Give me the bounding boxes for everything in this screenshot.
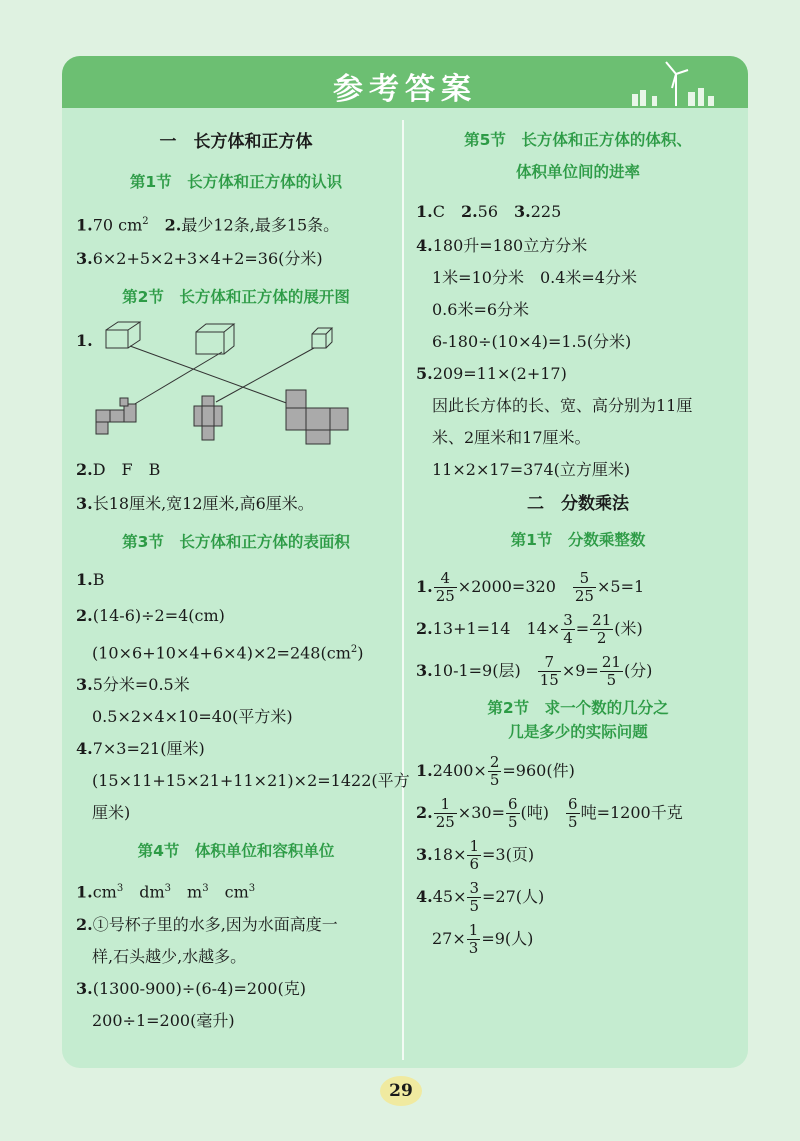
answer-line: 样,石头越少,水越多。 (92, 946, 247, 966)
chapter-title: 二 分数乘法 (527, 494, 629, 514)
page-title: 参考答案 (333, 72, 477, 107)
answer-line: 4.7×3=21(厘米) (76, 739, 205, 759)
answer-line: 11×2×17=374(立方厘米) (432, 460, 631, 479)
answer-line: 3.(1300-900)÷(6-4)=200(克) (76, 978, 306, 998)
answer-line: 1. (76, 331, 93, 351)
answer-line: $1.cm^3$ $dm^3$ $m^3$ $cm^3$ (76, 882, 256, 902)
section-title: 第2节 长方体和正方体的展开图 (122, 288, 350, 307)
answer-line: 1.C 2.56 3.225 (416, 202, 562, 221)
section-title: 第3节 长方体和正方体的表面积 (122, 533, 350, 551)
answer-line: 3.5分米=0.5米 (76, 675, 190, 695)
section-title: 第4节 体积单位和容积单位 (137, 842, 335, 861)
section-title: 几是多少的实际问题 (508, 723, 648, 741)
answer-line: (15×11+15×21+11×21)×2=1422(平方 (92, 771, 410, 791)
title-banner (62, 56, 748, 108)
answer-line: 1米=10分米 0.4米=4分米 (432, 268, 637, 287)
column-divider (402, 120, 404, 1060)
answer-line: 米、2厘米和17厘米。 (432, 428, 591, 447)
answer-line: 1.70 $cm^2$ 2.最少12条,最多15条。 (76, 215, 340, 235)
answer-line: 4.45× $\frac{3}{5}$ =27(人) (416, 879, 545, 915)
right-column (416, 122, 740, 957)
answer-line: 1.2400× $\frac{2}{5}$ =960(件) (416, 753, 575, 789)
answer-line: 因此长方体的长、宽、高分别为11厘 (432, 396, 693, 415)
answer-line: 3.6×2+5×2+3×4+2=36(分米) (76, 249, 323, 269)
answer-line: 0.6米=6分米 (432, 300, 530, 319)
left-column (76, 122, 396, 351)
answer-line: 1.B (76, 570, 105, 589)
answer-line: 1. $\frac{4}{25}$ ×2000=320 $\frac{5}{25}$ ×5=1 (416, 569, 645, 605)
answer-line: 2.①号杯子里的水多,因为水面高度一 (76, 914, 338, 934)
answer-line: 200÷1=200(毫升) (92, 1010, 235, 1030)
windmill-town-icon (630, 58, 720, 108)
chapter-title: 一 长方体和正方体 (159, 132, 313, 152)
section-title: 第2节 求一个数的几分之 (487, 699, 669, 717)
answer-line: 2.(14-6)÷2=4(cm) (76, 606, 225, 625)
section-title: 第5节 长方体和正方体的体积、 (464, 131, 692, 149)
section-title: 体积单位间的进率 (515, 163, 640, 181)
unfolding-nets-figure (90, 318, 370, 448)
answer-line: 2. $\frac{1}{25}$ ×30= $\frac{6}{5}$ (吨) $\frac{6}{5}$ 吨=1200千克 (416, 795, 683, 831)
section-title: 第1节 长方体和正方体的认识 (129, 173, 343, 191)
answer-line: 2.D F B (76, 460, 161, 479)
answer-line: 5.209=11×(2+17) (416, 364, 567, 383)
answer-line: 6-180÷(10×4)=1.5(分米) (432, 332, 632, 351)
answer-line: 3.长18厘米,宽12厘米,高6厘米。 (76, 494, 314, 513)
answer-line: 3.18× $\frac{1}{6}$ =3(页) (416, 837, 535, 873)
answer-line: 0.5×2×4×10=40(平方米) (92, 707, 293, 727)
answer-line: 27× $\frac{1}{3}$ =9(人) (432, 921, 534, 957)
answer-line: 厘米) (92, 803, 131, 823)
page-number: 29 (380, 1076, 422, 1106)
section-title: 第1节 分数乘整数 (510, 531, 646, 549)
answer-line: 3.10-1=9(层) $\frac{7}{15}$ ×9= $\frac{21}{5}$ (分) (416, 653, 653, 689)
answer-line: 4.180升=180立方分米 (416, 236, 588, 255)
answer-line: $(10\times 6+10\times 4+6\times 4)\times 2=248(cm^2)$ (92, 643, 364, 663)
left-column-lower (76, 460, 410, 1030)
answer-line: 2.13+1=14 14× $\frac{3}{4}$ = $\frac{21}{2}$ (米) (416, 611, 643, 647)
